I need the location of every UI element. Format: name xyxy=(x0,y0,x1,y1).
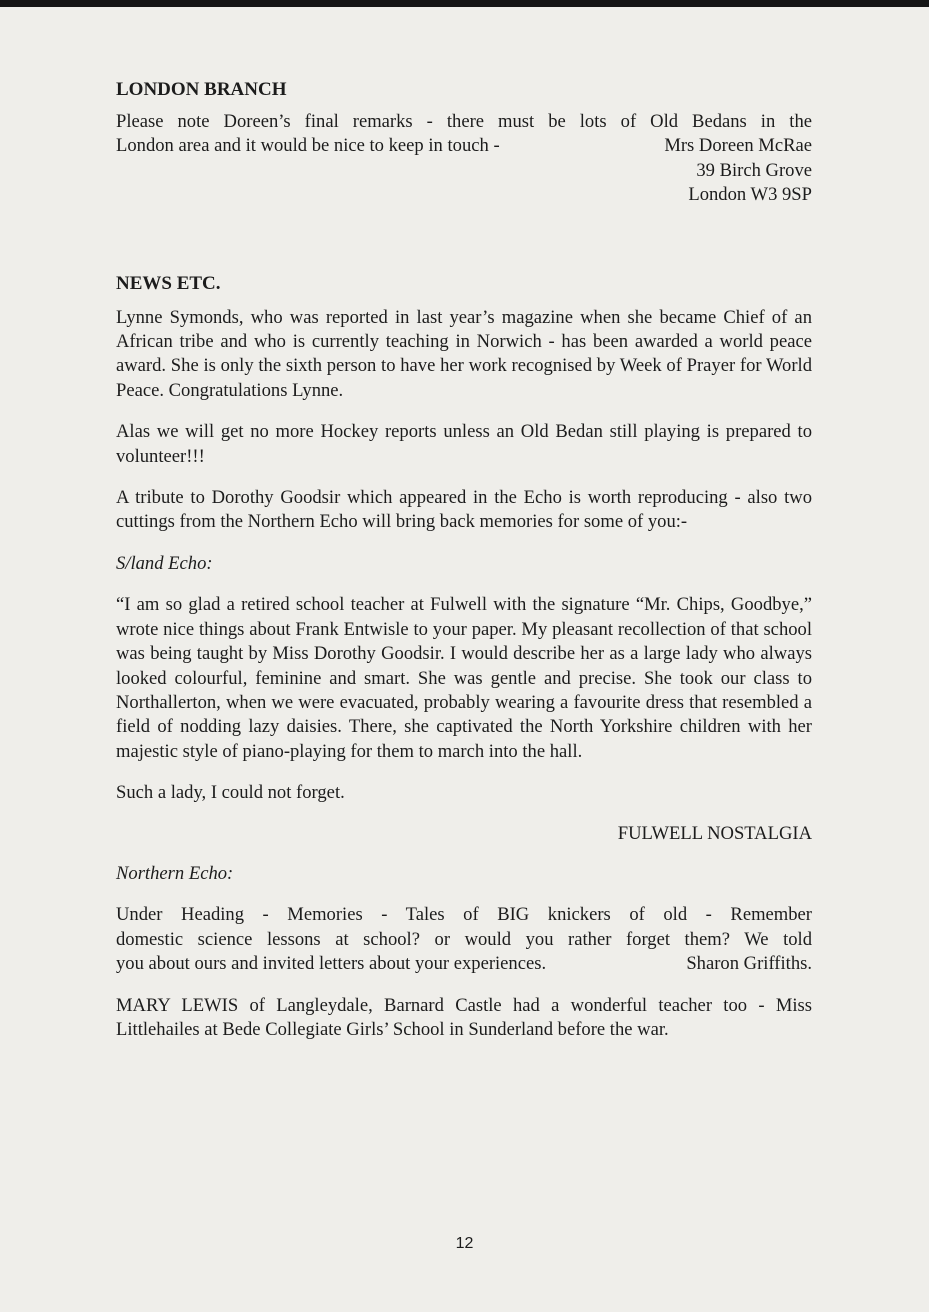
london-branch-line2 xyxy=(116,134,812,158)
sland-echo-source: S/land Echo: xyxy=(116,552,213,574)
london-branch-line1: Please note Doreen’s final remarks - there must be lots of Old Bedans in the xyxy=(116,111,812,132)
london-branch-heading: LONDON BRANCH xyxy=(116,79,287,100)
london-branch-section xyxy=(116,78,812,208)
london-branch-line2-text: London area and it would be nice to keep in touch - xyxy=(116,135,500,157)
northern-echo-paragraph xyxy=(116,903,812,976)
contact-name: Mrs Doreen McRae xyxy=(664,135,812,157)
news-paragraph-hockey: Alas we will get no more Hockey reports unless an Old Bedan still playing is prepared to volunteer!!! xyxy=(116,421,812,467)
northern-echo-source: Northern Echo: xyxy=(116,862,234,884)
northern-echo-mary-lewis: MARY LEWIS of Langleydale, Barnard Castle had a wonderful teacher too - Miss Littlehailes at Bede Collegiate Girls’ School in Sunderland before the war. xyxy=(116,994,812,1040)
scan-top-edge xyxy=(0,0,929,7)
sland-echo-closing: Such a lady, I could not forget. xyxy=(116,782,345,804)
news-paragraph-tribute: A tribute to Dorothy Goodsir which appeared in the Echo is worth reproducing - also two cuttings from the Northern Echo will bring back memories for some of you:- xyxy=(116,487,812,533)
contact-address-line1: 39 Birch Grove xyxy=(696,159,812,181)
northern-echo-line2: domestic science lessons at school? or would you rather forget them? We told xyxy=(116,928,812,950)
page-number: 12 xyxy=(455,1235,474,1252)
contact-address-line2: London W3 9SP xyxy=(688,184,812,206)
northern-echo-author: Sharon Griffiths. xyxy=(686,953,812,975)
sland-echo-quote: “I am so glad a retired school teacher at Fulwell with the signature “Mr. Chips, Goodbye,” wrote nice things about Frank Entwisle to your paper. My pleasant recollection of that school was being taught by Miss Dorothy Goodsir. I would describe her as a large lady who always looked colourful, feminine and smart. She was gentle and precise. She took our class to Northallerton, when we were evacuated, probably wearing a favourite dress that resembled a field of nodding lazy daisies. There, she captivated the North Yorkshire children with her majestic style of piano-playing for them to march into the hall. xyxy=(116,594,812,762)
news-paragraph-symonds: Lynne Symonds, who was reported in last year’s magazine when she became Chief of an African tribe and who is currently teaching in Norwich - has been awarded a world peace award. She is only the sixth person to have her work recognised by Week of Prayer for World Peace. Congratulations Lynne. xyxy=(116,306,812,401)
news-heading: NEWS ETC. xyxy=(116,272,221,294)
news-section xyxy=(116,272,812,1043)
northern-echo-line1: Under Heading - Memories - Tales of BIG knickers of old - Remember xyxy=(116,904,812,926)
northern-echo-line3-text: you about ours and invited letters about your experiences. xyxy=(116,953,547,975)
sland-echo-signature: FULWELL NOSTALGIA xyxy=(617,822,812,844)
page-content xyxy=(116,78,812,1042)
northern-echo-line3 xyxy=(116,952,812,976)
